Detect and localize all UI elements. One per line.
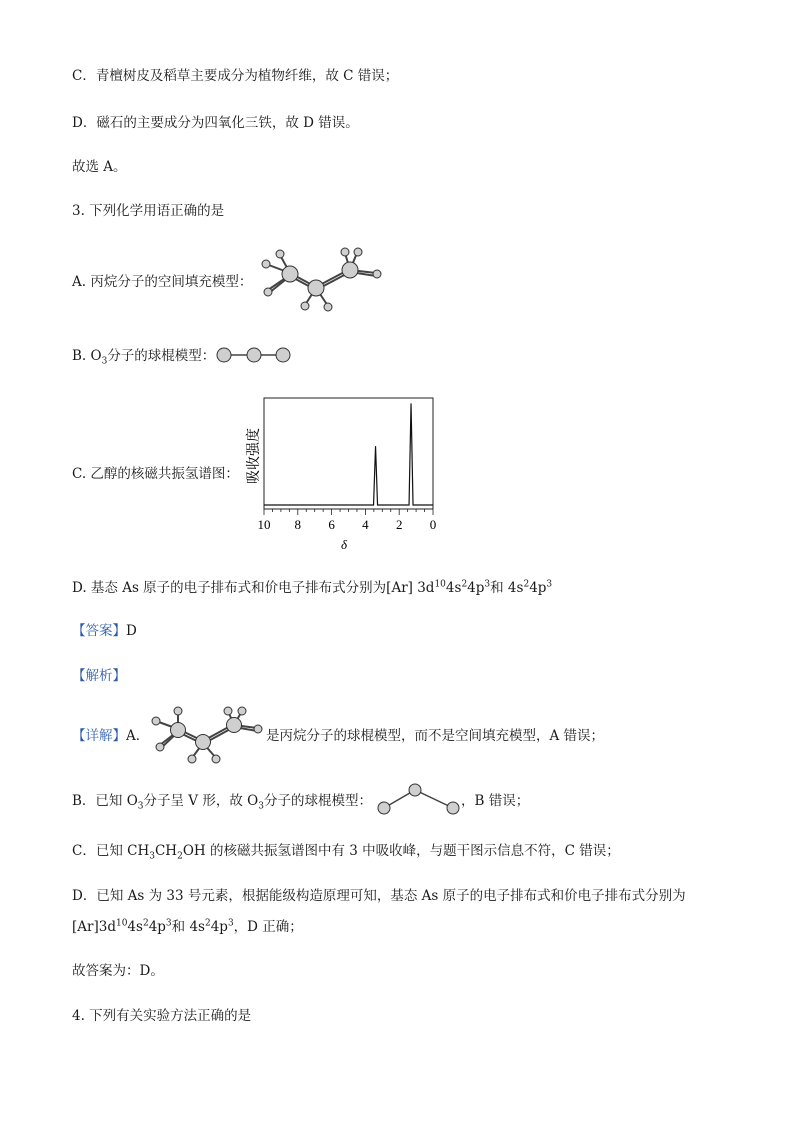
- propane-ball-stick-image: [148, 707, 266, 765]
- conclusion-text: 故答案为：D。: [72, 963, 164, 979]
- propane-model-image: [258, 248, 388, 314]
- spectrum-line: [264, 403, 433, 505]
- detail-c-line: C．已知 $CH_3CH_2OH$ 的核磁共振氢谱图中有 3 中吸收峰，与题干图示信息不符，C 错误；: [72, 843, 620, 862]
- chart-frame: [264, 398, 433, 509]
- x-tick-label: 0: [429, 517, 437, 532]
- x-tick-label: 10: [257, 517, 271, 532]
- detail-b-end: ，B 错误；: [461, 793, 530, 809]
- x-tick-label: 2: [395, 517, 403, 532]
- x-axis-label: δ: [340, 537, 348, 552]
- question-3-title: 3. 下列化学用语正确的是: [72, 203, 225, 219]
- detail-d-line-2: $[Ar]3d^{10}4s^24p^3$和 $4s^24p^3$，D 正确；: [72, 918, 303, 935]
- ozone-linear-model-image: [214, 345, 294, 365]
- detail-d-line-1: D．已知 As 为 33 号元素，根据能级构造原理可知，基态 As 原子的电子排布式和价电子排布式分别为: [72, 888, 686, 904]
- choose-a-text: 故选 A。: [72, 159, 127, 175]
- option-c-prev: C．青檀树皮及稻草主要成分为植物纤维，故 C 错误；: [72, 68, 399, 84]
- detail-label: 【详解】: [72, 728, 126, 744]
- q3-option-a: A. 丙烷分子的空间填充模型：: [72, 274, 253, 290]
- q3-option-d: D. 基态 As 原子的电子排布式和价电子排布式分别为[Ar] $3d^{10}4s^24p^3$和 $4s^24p^3$: [72, 579, 553, 596]
- q3-option-c: C. 乙醇的核磁共振氢谱图：: [72, 466, 239, 482]
- q3-option-b: B. $O_3$分子的球棍模型：: [72, 348, 216, 367]
- detail-b-line: B．已知 $O_3$分子呈 V 形，故 $O_3$分子的球棍模型：: [72, 793, 372, 812]
- ozone-v-model-image: [377, 782, 463, 816]
- x-tick-label: 8: [294, 517, 302, 532]
- answer-label: 【答案】: [72, 623, 126, 639]
- answer-line: [72, 622, 137, 640]
- x-tick-label: 4: [362, 517, 369, 532]
- option-d-prev: D．磁石的主要成分为四氧化三铁，故 D 错误。: [72, 115, 359, 131]
- detail-a-prefix: 【详解】A．: [72, 728, 150, 744]
- analysis-label: 【解析】: [72, 668, 126, 684]
- question-4-title: 4. 下列有关实验方法正确的是: [72, 1008, 252, 1024]
- answer-value: D: [126, 623, 137, 639]
- detail-a-text: 是丙烷分子的球棍模型，而不是空间填充模型，A 错误；: [266, 728, 605, 744]
- nmr-spectrum-chart: [244, 394, 444, 556]
- y-axis-label: 吸收强度: [247, 428, 262, 484]
- x-tick-label: 6: [328, 517, 335, 532]
